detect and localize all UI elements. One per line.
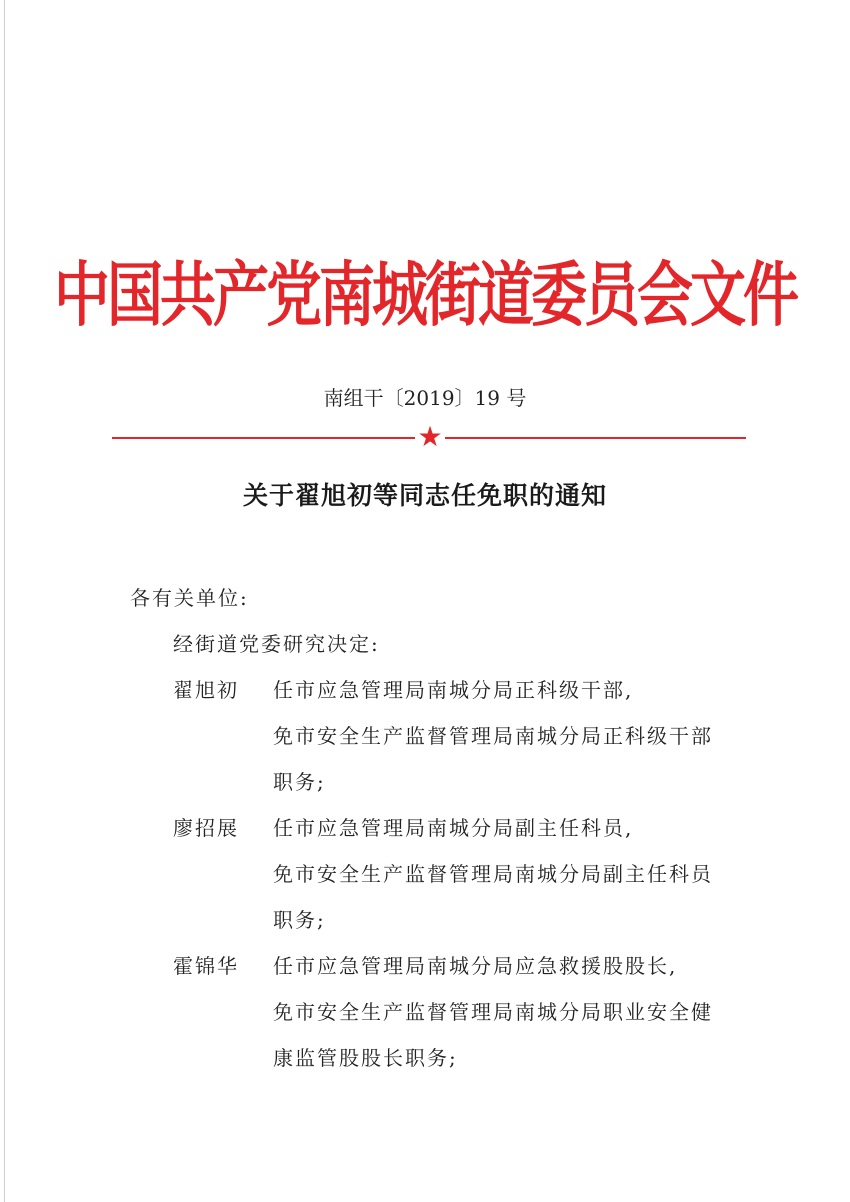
removal-line: 免市安全生产监督管理局南城分局正科级干部 (273, 724, 713, 748)
appointment-line: 任市应急管理局南城分局正科级干部, (273, 678, 634, 702)
appointment-line: 任市应急管理局南城分局应急救援股股长, (273, 954, 678, 978)
person-name: 翟旭初 (173, 678, 239, 702)
addressee: 各有关单位: (130, 586, 249, 610)
removal-line-continued: 康监管股股长职务; (273, 1046, 458, 1070)
document-number: 南组干〔2019〕19 号 (323, 386, 527, 410)
document-header-title: 中国共产党南城街道委员会文件 (54, 255, 796, 337)
removal-line: 免市安全生产监督管理局南城分局副主任科员 (273, 862, 713, 886)
star-icon: ★ (417, 420, 443, 453)
divider-right (445, 437, 746, 439)
removal-line-continued: 职务; (273, 908, 326, 932)
intro-text: 经街道党委研究决定: (173, 632, 380, 656)
page-edge-line (4, 0, 5, 1202)
removal-line: 免市安全生产监督管理局南城分局职业安全健 (273, 1000, 713, 1024)
divider-left (112, 437, 415, 439)
appointment-line: 任市应急管理局南城分局副主任科员, (273, 816, 634, 840)
person-name: 霍锦华 (173, 954, 239, 978)
removal-line-continued: 职务; (273, 770, 326, 794)
person-name: 廖招展 (173, 816, 239, 840)
notice-subject-title: 关于翟旭初等同志任免职的通知 (242, 481, 607, 510)
